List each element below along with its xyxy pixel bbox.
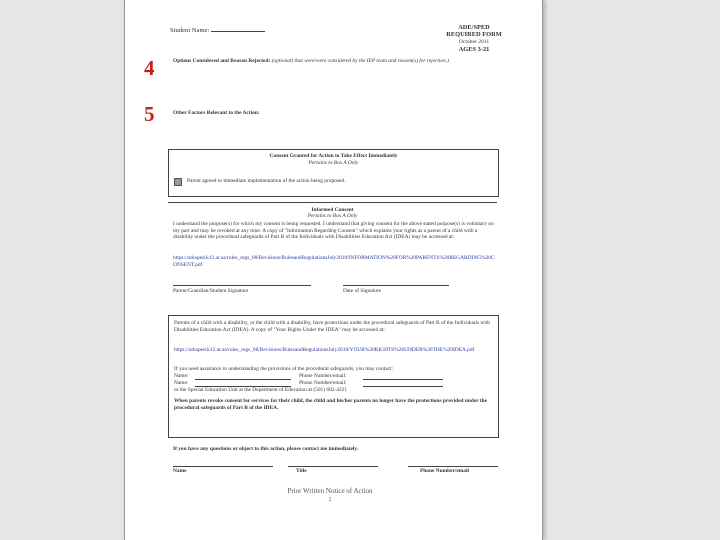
student-name-field — [170, 27, 265, 34]
contact-name-label-1: Name: — [174, 373, 189, 379]
footer-title: Prior Written Notice of Action — [287, 487, 373, 495]
form-status: REQUIRED FORM — [446, 31, 502, 39]
divider — [168, 202, 497, 203]
form-date: October 2011 — [458, 38, 490, 45]
marker-5: 5 — [144, 102, 155, 126]
page-number: 2 — [328, 497, 332, 503]
student-name-label: Student Name: — [170, 27, 210, 34]
safeguards-para1: Parents of a child with a disability, or the child with a disability, have protections under the procedural safeguards of Part B of the Individuals with Disabilities Education Act (IDEA). A copy of "Your Rights Under the IDEA" may be accessed at: — [174, 320, 490, 333]
other-factors-label: Other Factors Relevant to the Action: — [173, 110, 260, 116]
sped-unit-contact: or the Special Education Unit at the Department of Education at (501) 682-4221 — [174, 387, 348, 393]
parent-signature-line — [173, 285, 311, 286]
date-signature-line — [343, 285, 449, 286]
revoke-consent-note: When parents revoke consent for services for their child, the child and his/her parents no longer have the protections provided under the procedural safeguards of Part B of the IDEA. — [174, 398, 488, 411]
options-considered-label: Options Considered and Reason Rejected: — [173, 58, 271, 64]
contact-phone-label-2: Phone Number/email: — [299, 380, 347, 386]
parent-signature-label: Parent/Guardian/Student Signature — [173, 288, 249, 294]
contact-phone-label-1: Phone Number/email: — [299, 373, 347, 379]
contact-name-col: Name — [173, 468, 187, 474]
consent-info-link[interactable]: https://arksped.k12.ar.us/rules_regs_08/Revisions/RulesandRegulationsJuly2010/INFORMATION%20FOR%20PARENTS%20REGARDING%20CONSENT.pdf — [173, 255, 495, 268]
contact-title-line — [288, 466, 378, 467]
consent-box-subtitle: Pertains to Box A Only — [308, 160, 359, 166]
informed-consent-subtitle: Pertains to Box A Only — [307, 213, 358, 219]
form-ages: AGES 3-21 — [458, 46, 490, 54]
contact-name-line — [173, 466, 273, 467]
student-name-line — [211, 31, 265, 32]
your-rights-link[interactable]: https://arksped.k12.ar.us/rules_regs_08/Revisions/RulesandRegulationsJuly2010/YOUR%20RIGHTS%20UNDER%20THE%20IDEA.pdf — [174, 347, 475, 353]
consent-box — [168, 149, 499, 197]
contact-title-col: Title — [296, 468, 307, 474]
options-considered — [173, 58, 493, 65]
informed-consent-body: I understand the purpose(s) for which my consent is being requested. I understand that giving consent for the above stated purpose(s) is voluntary on my part and may be revoked at any time. A copy of "Information Regarding Consent" which explains your rights as a parent of a child with a disability under the procedural safeguards of Part B of the Individuals with Disabilities Education Act (IDEA) may be accessed at: — [173, 221, 494, 241]
immediate-consent-checkbox[interactable] — [174, 178, 182, 186]
form-header — [440, 24, 508, 54]
contact-phone-line — [408, 466, 498, 467]
questions-note: If you have any questions or object to this action, please contact me immediately. — [173, 446, 359, 452]
form-id: ADE/SPED — [458, 24, 490, 31]
marker-4: 4 — [144, 56, 155, 80]
document-page — [124, 0, 543, 540]
options-considered-note: (optional) that were/were considered by the IEP team and reason(s) for rejection.) — [271, 58, 449, 64]
date-signature-label: Date of Signature — [343, 288, 382, 294]
contact-phone-col: Phone Number/email — [420, 468, 469, 474]
immediate-consent-label: Parent agreed to immediate implementation of the action being proposed. — [187, 178, 346, 184]
informed-consent-title: Informed Consent — [311, 207, 354, 213]
consent-box-title: Consent Granted for Action to Take Effect Immediately — [269, 153, 398, 159]
procedural-safeguards-box — [168, 315, 499, 438]
safeguards-para2: If you need assistance in understanding the provisions of the procedural safeguards, you may contact: — [174, 366, 394, 372]
contact-name-label-2: Name: — [174, 380, 189, 386]
